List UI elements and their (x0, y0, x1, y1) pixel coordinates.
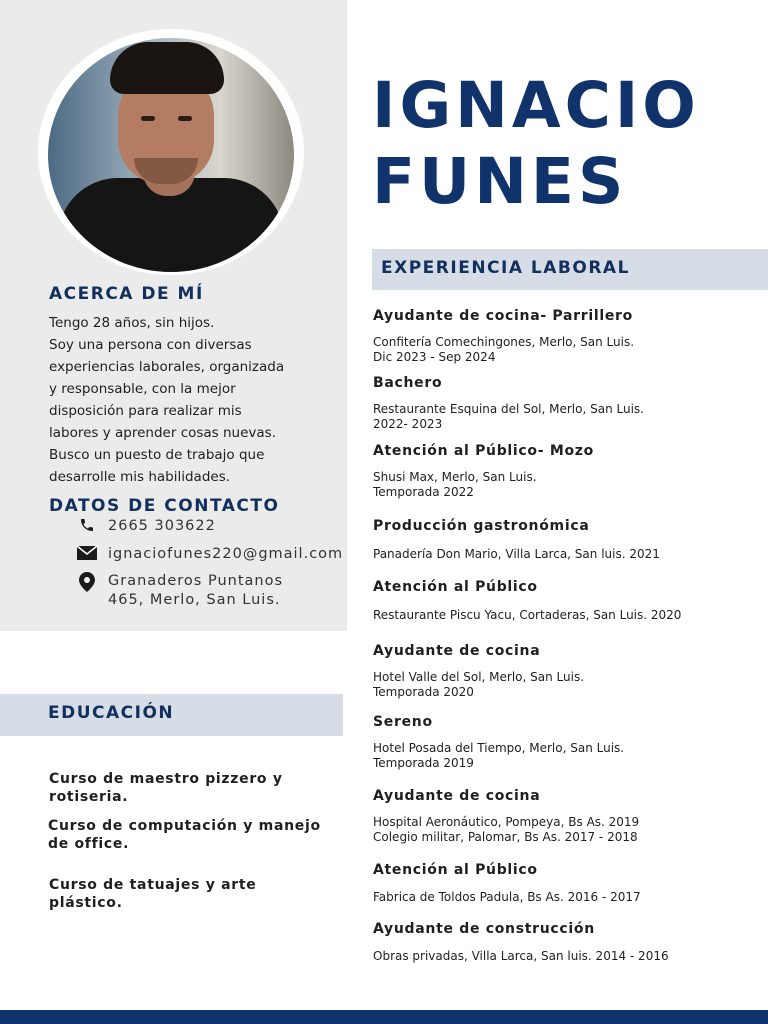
job-title: Bachero (373, 375, 443, 391)
job-title: Ayudante de construcción (373, 921, 595, 937)
education-item: Curso de tatuajes y arte plástico. (49, 877, 257, 911)
job-detail: Restaurante Esquina del Sol, Merlo, San Luis. (373, 402, 644, 416)
mail-icon (76, 545, 98, 561)
contact-email (76, 545, 343, 564)
about-line: experiencias laborales, organizada (49, 359, 285, 375)
job-title: Atención al Público (373, 862, 538, 878)
job-entry (373, 921, 763, 964)
job-title: Ayudante de cocina (373, 643, 541, 659)
job-detail: Colegio militar, Palomar, Bs As. 2017 - 2018 (373, 830, 638, 844)
job-detail: 2022- 2023 (373, 417, 443, 431)
photo-hair (110, 42, 224, 94)
job-entry (373, 643, 763, 700)
job-detail: Restaurante Piscu Yacu, Cortaderas, San Luis. 2020 (373, 608, 682, 622)
job-detail: Panadería Don Mario, Villa Larca, San luis. 2021 (373, 547, 660, 561)
job-entry (373, 308, 763, 365)
job-title: Atención al Público- Mozo (373, 443, 594, 459)
job-detail: Confitería Comechingones, Merlo, San Luis. (373, 335, 635, 349)
job-entry (373, 375, 763, 432)
education-item: Curso de maestro pizzero y rotiseria. (49, 771, 283, 805)
job-detail: Hotel Valle del Sol, Merlo, San Luis. (373, 670, 585, 684)
job-entry (373, 714, 763, 771)
contact-heading: DATOS DE CONTACTO (49, 496, 280, 516)
job-title: Atención al Público (373, 579, 538, 595)
photo-eye-right (178, 116, 192, 121)
job-entry (373, 443, 763, 500)
about-line: disposición para realizar mis (49, 403, 242, 419)
address-line-1: Granaderos Puntanos (108, 573, 284, 589)
first-name: IGNACIO (372, 69, 700, 142)
about-line: Soy una persona con diversas (49, 337, 252, 353)
phone-number[interactable]: 2665 303622 (108, 518, 216, 534)
job-detail: Dic 2023 - Sep 2024 (373, 350, 496, 364)
job-detail: Temporada 2022 (373, 485, 474, 499)
about-heading: ACERCA DE MÍ (49, 284, 204, 304)
full-name (372, 68, 700, 220)
job-title: Sereno (373, 714, 433, 730)
job-detail: Shusi Max, Merlo, San Luis. (373, 470, 537, 484)
job-detail: Hospital Aeronáutico, Pompeya, Bs As. 2019 (373, 815, 640, 829)
job-detail: Fabrica de Toldos Padula, Bs As. 2016 - 2017 (373, 890, 641, 904)
job-entry (373, 518, 763, 562)
about-line: desarrolle mis habilidades. (49, 469, 231, 485)
job-title: Ayudante de cocina- Parrillero (373, 308, 633, 324)
about-line: labores y aprender cosas nuevas. (49, 425, 277, 441)
address-line-2: 465, Merlo, San Luis. (108, 592, 281, 608)
email-address[interactable]: ignaciofunes220@gmail.com (108, 546, 344, 562)
job-entry (373, 788, 763, 845)
job-title: Producción gastronómica (373, 518, 590, 534)
about-text (49, 312, 334, 488)
experience-heading: EXPERIENCIA LABORAL (381, 258, 630, 278)
job-entry (373, 862, 763, 905)
last-name: FUNES (372, 145, 628, 218)
job-detail: Temporada 2019 (373, 756, 474, 770)
location-pin-icon (76, 572, 98, 592)
about-line: Busco un puesto de trabajo que (49, 447, 265, 463)
job-detail: Temporada 2020 (373, 685, 474, 699)
about-line: Tengo 28 años, sin hijos. (49, 315, 215, 331)
footer-bar (0, 1010, 768, 1024)
education-item: Curso de computación y manejo de office. (48, 818, 321, 852)
contact-phone (76, 517, 216, 536)
job-detail: Obras privadas, Villa Larca, San luis. 2014 - 2016 (373, 949, 669, 963)
job-detail: Hotel Posada del Tiempo, Merlo, San Luis. (373, 741, 625, 755)
photo-eye-left (141, 116, 155, 121)
phone-icon (76, 517, 98, 533)
contact-address (76, 572, 283, 610)
profile-photo (48, 38, 294, 272)
job-entry (373, 579, 763, 623)
address (108, 572, 283, 610)
education-heading: EDUCACIÓN (48, 703, 175, 723)
job-title: Ayudante de cocina (373, 788, 541, 804)
about-line: y responsable, con la mejor (49, 381, 236, 397)
